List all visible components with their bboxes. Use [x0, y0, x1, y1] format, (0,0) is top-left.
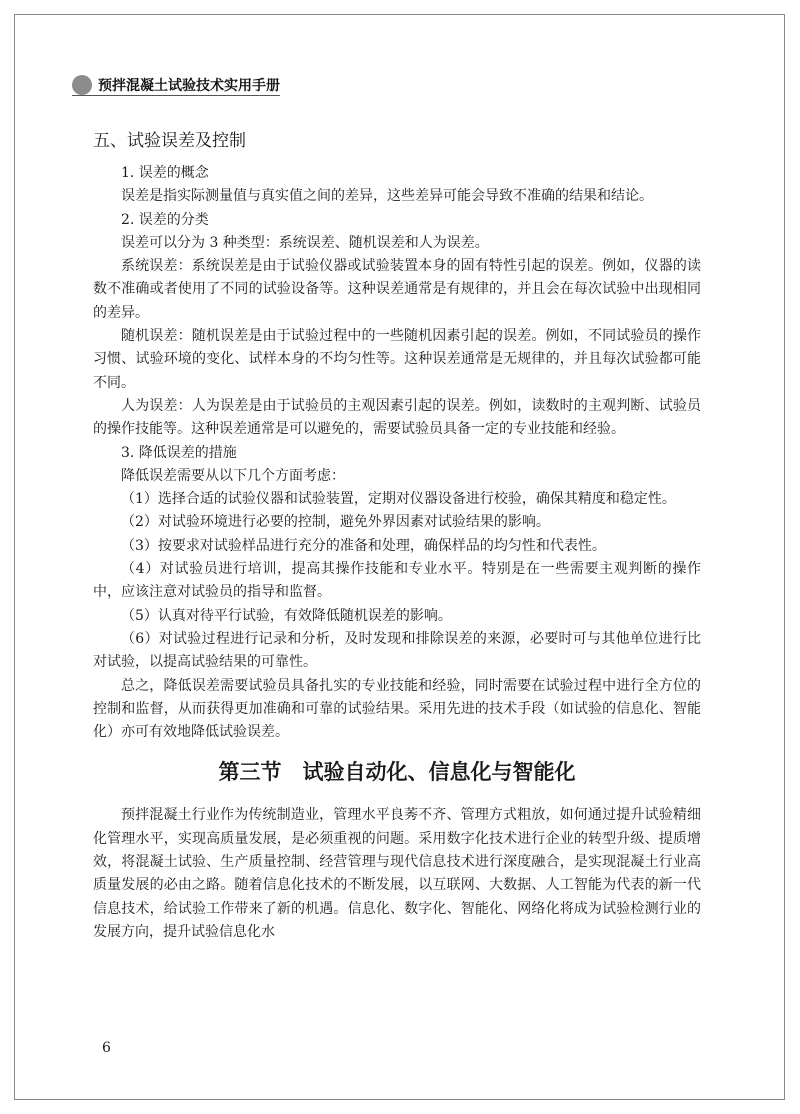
list-item: （6）对试验过程进行记录和分析，及时发现和排除误差的来源，必要时可与其他单位进行比对试验，以提高试验结果的可靠性。 [93, 630, 701, 671]
paragraph: 总之，降低误差需要试验员具备扎实的专业技能和经验，同时需要在试验过程中进行全方位的控制和监督，从而获得更加准确和可靠的试验结果。采用先进的技术手段（如试验的信息化、智能化）亦可有效地降低试验误差。 [93, 677, 701, 741]
subheading-measures: 3. 降低误差的措施 [121, 444, 237, 461]
header-rule [72, 95, 280, 96]
list-item: （5）认真对待平行试验，有效降低随机误差的影响。 [121, 607, 452, 624]
list-item: （3）按要求对试验样品进行充分的准备和处理，确保样品的均匀性和代表性。 [121, 537, 606, 554]
paragraph: 人为误差：人为误差是由于试验员的主观因素引起的误差。例如，读数时的主观判断、试验员的操作技能等。这种误差通常是可以避免的，需要试验员具备一定的专业技能和经验。 [93, 397, 701, 438]
page-body [93, 128, 701, 944]
paragraph: 随机误差：随机误差是由于试验过程中的一些随机因素引起的误差。例如，不同试验员的操作习惯、试验环境的变化、试样本身的不均匀性等。这种误差通常是无规律的，并且每次试验都可能不同。 [93, 328, 701, 391]
page-number: 6 [102, 1040, 111, 1056]
list-item: （1）选择合适的试验仪器和试验装置，定期对仪器设备进行校验，确保其精度和稳定性。 [121, 491, 676, 508]
subheading-concept: 1. 误差的概念 [121, 165, 209, 181]
paragraph: 系统误差：系统误差是由于试验仪器或试验装置本身的固有特性引起的误差。例如，仪器的读数不准确或者使用了不同的试验设备等。这种误差通常是有规律的，并且会在每次试验中出现相同的差异。 [93, 258, 701, 321]
paragraph: 误差是指实际测量值与真实值之间的差异，这些差异可能会导致不准确的结果和结论。 [121, 188, 653, 205]
list-item: （4）对试验员进行培训，提高其操作技能和专业水平。特别是在一些需要主观判断的操作中，应该注意对试验员的指导和监督。 [93, 561, 701, 601]
list-item: （2）对试验环境进行必要的控制，避免外界因素对试验结果的影响。 [121, 514, 550, 531]
section-heading: 五、试验误差及控制 [93, 131, 246, 151]
header-circle-mark [72, 75, 92, 95]
book-title: 预拌混凝土试验技术实用手册 [98, 78, 280, 94]
paragraph: 降低误差需要从以下几个方面考虑： [121, 467, 345, 484]
chapter-heading: 第三节 试验自动化、信息化与智能化 [218, 760, 576, 785]
subheading-classification: 2. 误差的分类 [121, 211, 209, 228]
paragraph: 预拌混凝土行业作为传统制造业，管理水平良莠不齐、管理方式粗放，如何通过提升试验精细化管理水平，实现高质量发展，是必须重视的问题。采用数字化技术进行企业的转型升级、提质增效，将混凝土试验、生产质量控制、经营管理与现代信息技术进行深度融合，是实现混凝土行业高质量发展的必由之路。随着信息化技术的不断发展，以互联网、大数据、人工智能为代表的新一代信息技术，给试验工作带来了新的机遇。信息化、数字化、智能化、网络化将成为试验检测行业的发展方向，提升试验信息化水 [93, 807, 701, 940]
running-header [72, 73, 280, 97]
paragraph: 误差可以分为 3 种类型：系统误差、随机误差和人为误差。 [121, 234, 489, 251]
